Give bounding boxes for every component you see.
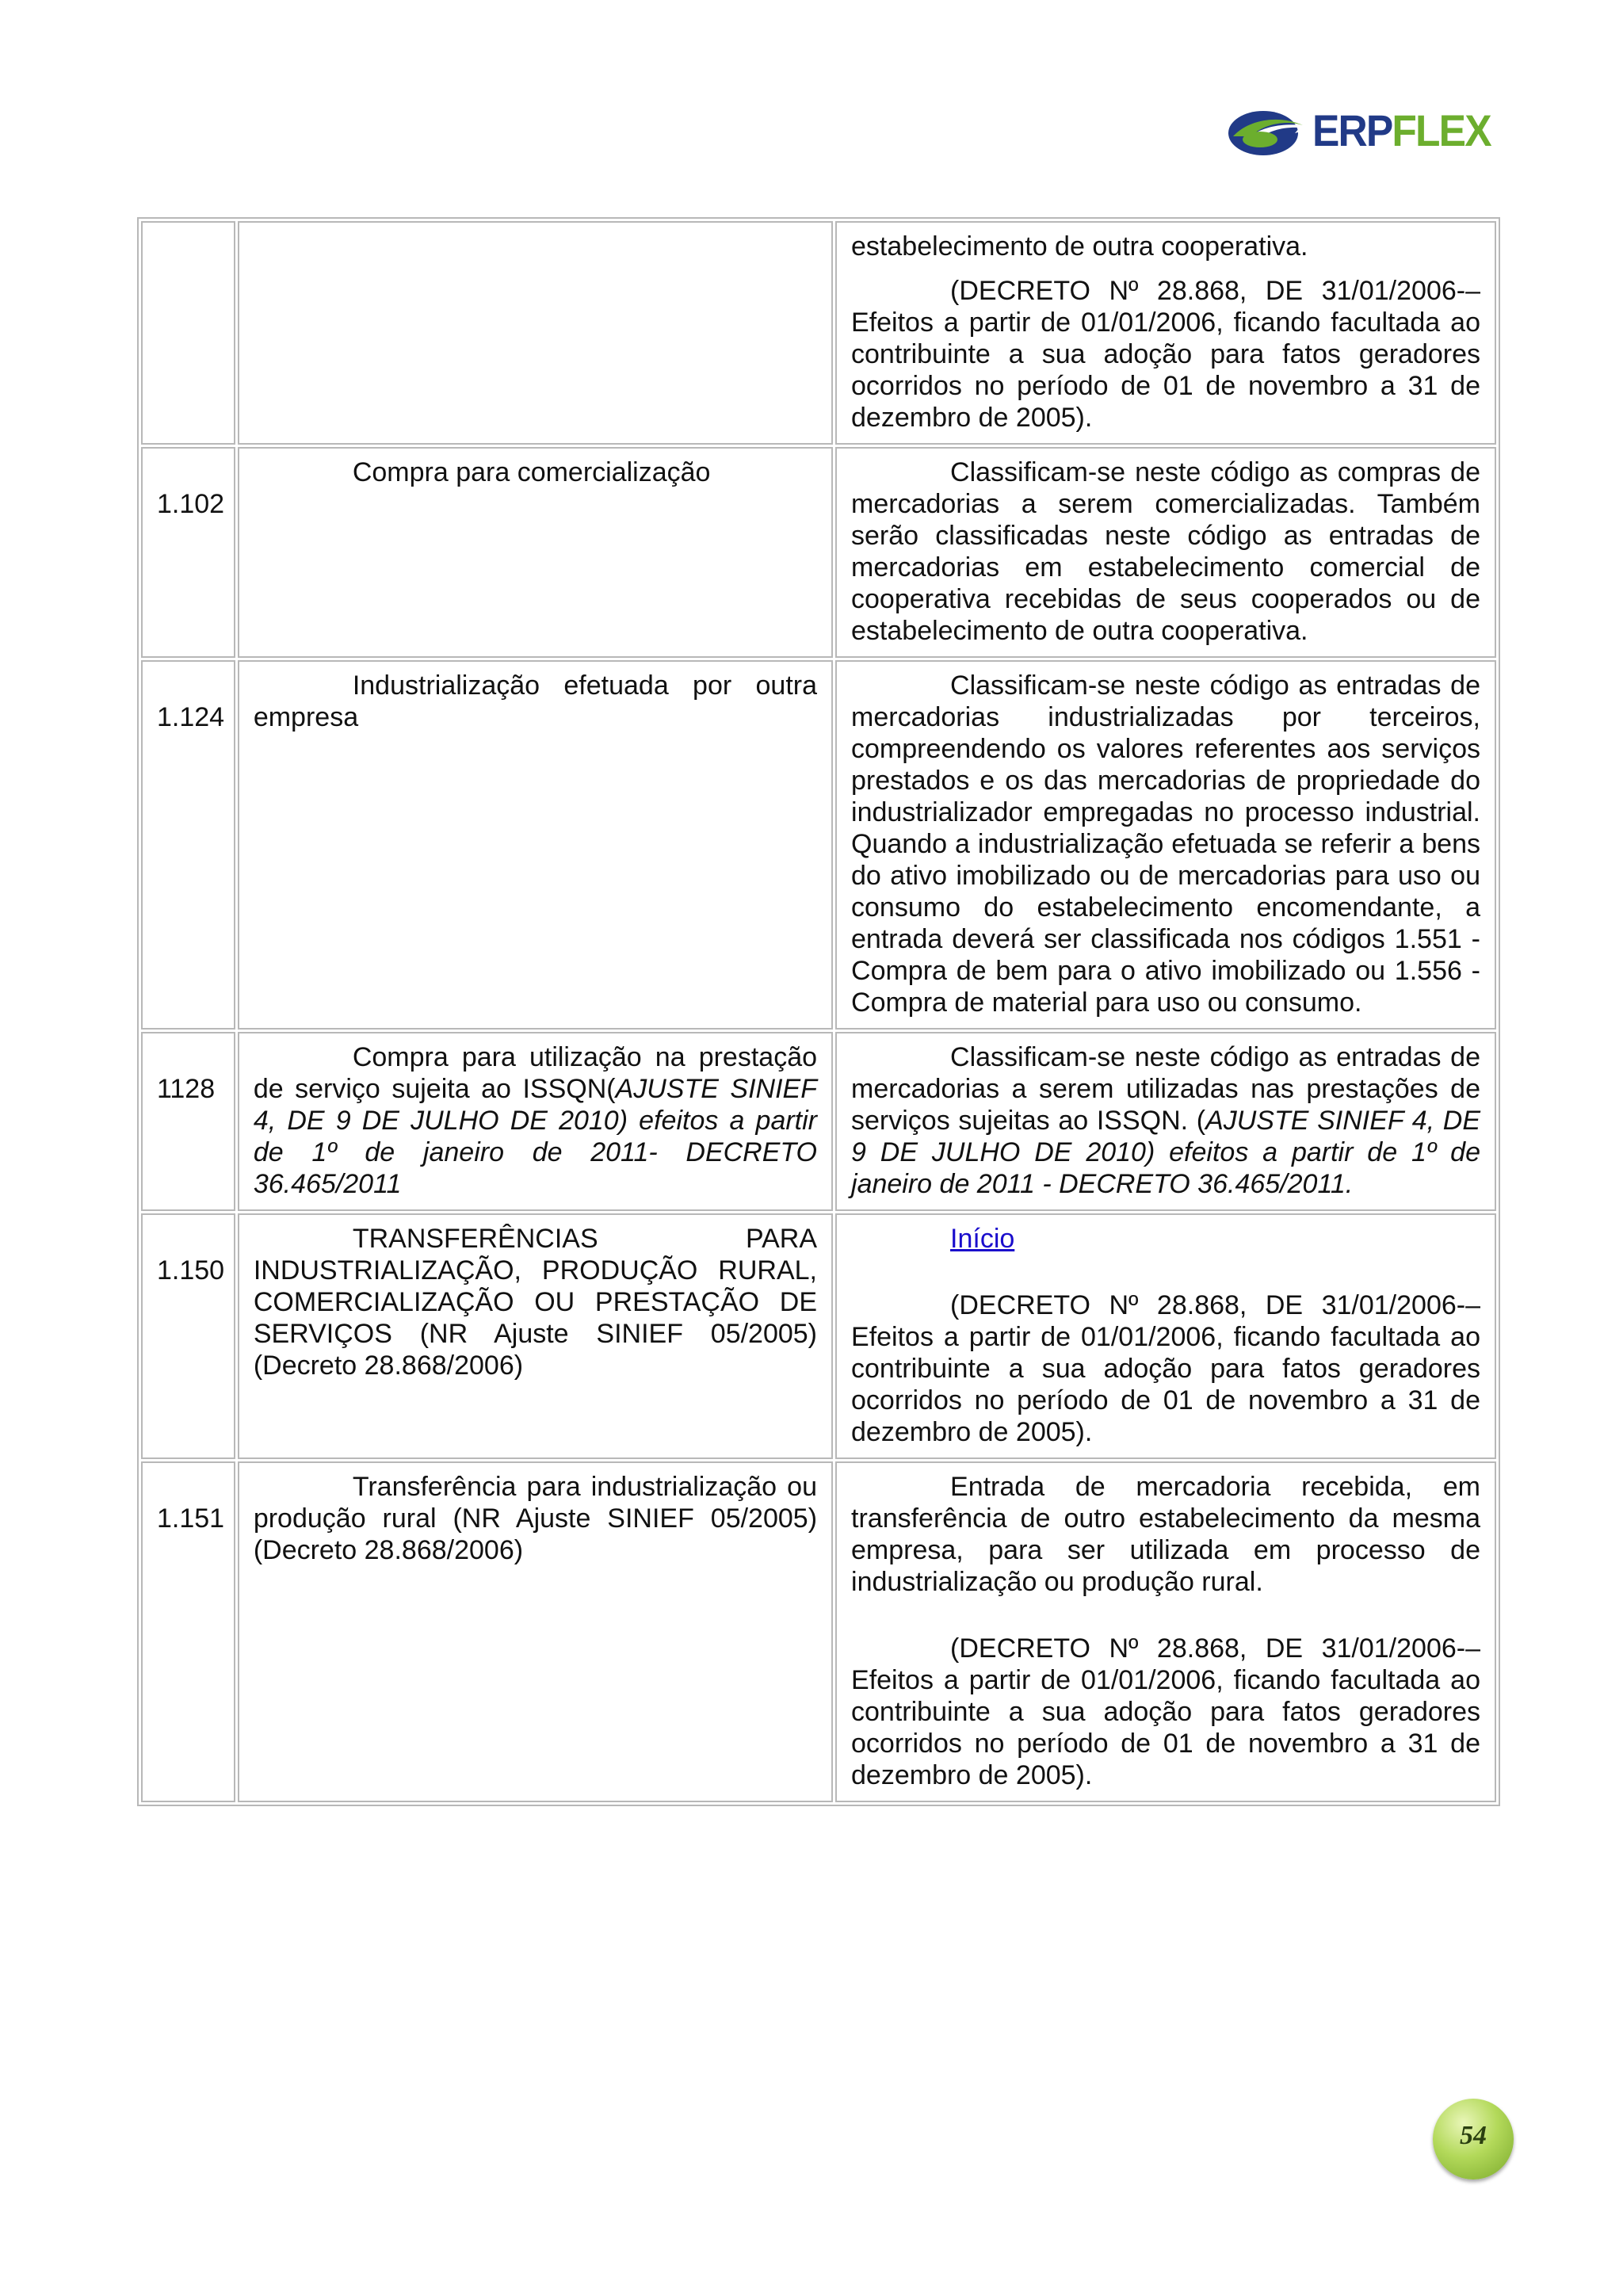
note-italic-text: AJUSTE SINIEF 4, DE 9 DE JULHO DE 2010) efeitos a partir de 1º de janeiro de 2011 - DECRETO 36.465/2011.	[851, 1106, 1480, 1199]
cfop-description	[238, 1032, 833, 1211]
cfop-code: 1.102	[141, 447, 235, 658]
cfop-table	[137, 217, 1500, 1806]
table-row	[141, 1213, 1496, 1459]
note-paragraph: Entrada de mercadoria recebida, em transferência de outro estabelecimento da mesma empresa, para ser utilizada em processo de industrialização ou produção rural.	[851, 1472, 1480, 1597]
logo-erp: ERP	[1312, 105, 1392, 155]
note-paragraph: (DECRETO Nº 28.868, DE 31/01/2006-– Efeitos a partir de 01/01/2006, ficando facultada ao contribuinte a sua adoção para fatos geradores ocorridos no período de 01 de novembro a 31 de dezembro de 2005).	[851, 276, 1480, 433]
erpflex-logo	[1227, 101, 1491, 160]
cfop-description: Compra para comercialização	[238, 447, 833, 658]
note-paragraph: estabelecimento de outra cooperativa.	[851, 231, 1308, 262]
swoosh-icon	[1227, 101, 1306, 160]
cfop-code: 1.124	[141, 660, 235, 1030]
note-paragraph: (DECRETO Nº 28.868, DE 31/01/2006-– Efeitos a partir de 01/01/2006, ficando facultada ao contribuinte a sua adoção para fatos geradores ocorridos no período de 01 de novembro a 31 de dezembro de 2005).	[851, 1290, 1480, 1447]
inicio-link[interactable]: Início	[950, 1224, 1015, 1254]
link-paragraph	[851, 1223, 1480, 1255]
note-paragraph	[851, 1041, 1480, 1200]
note-paragraph: Classificam-se neste código as entradas de mercadorias industrializadas por terceiros, compreendendo os valores referentes aos serviços prestados e os das mercadorias de propriedade do industrializador empregadas no processo industrial. Quando a industrialização efetuada se referir a bens do ativo imobilizado ou de mercadorias para uso ou consumo do estabelecimento encomendante, a entrada deverá ser classificada nos códigos 1.551 - Compra de bem para o ativo imobilizado ou 1.556 - Compra de material para uso ou consumo.	[851, 670, 1480, 1018]
description-italic-text: AJUSTE SINIEF 4, DE 9 DE JULHO DE 2010) efeitos a partir de 1º de janeiro de 2011- DECRETO 36.465/2011	[253, 1074, 818, 1199]
table-row	[141, 1032, 1496, 1211]
cfop-description: TRANSFERÊNCIAS PARA INDUSTRIALIZAÇÃO, PRODUÇÃO RURAL, COMERCIALIZAÇÃO OU PRESTAÇÃO DE SERVIÇOS (NR Ajuste SINIEF 05/2005) (Decreto 28.868/2006)	[238, 1213, 833, 1459]
description-text: Compra para utilização na prestação de serviço sujeita ao ISSQN(	[253, 1042, 818, 1104]
cfop-code: 1.150	[141, 1213, 235, 1459]
table-row	[141, 1461, 1496, 1802]
cfop-note	[835, 1213, 1496, 1459]
cfop-code: 1.151	[141, 1461, 235, 1802]
table-row	[141, 447, 1496, 658]
cfop-note	[835, 1461, 1496, 1802]
cfop-description	[238, 221, 833, 445]
cfop-note	[835, 221, 1496, 445]
cfop-note	[835, 660, 1496, 1030]
cfop-note	[835, 1032, 1496, 1211]
logo-wordmark	[1312, 106, 1491, 155]
cfop-description: Industrialização efetuada por outra empresa	[238, 660, 833, 1030]
logo-flex: FLEX	[1392, 105, 1491, 155]
cfop-description: Transferência para industrialização ou produção rural (NR Ajuste SINIEF 05/2005) (Decreto 28.868/2006)	[238, 1461, 833, 1802]
cfop-code: 1128	[141, 1032, 235, 1211]
table-row	[141, 660, 1496, 1030]
cfop-code	[141, 221, 235, 445]
page-number: 54	[1460, 2121, 1487, 2150]
note-text: Classificam-se neste código as entradas de mercadorias a serem utilizadas nas prestações de serviços sujeitas ao ISSQN. (	[851, 1042, 1480, 1136]
table-row	[141, 221, 1496, 445]
cfop-note	[835, 447, 1496, 658]
note-paragraph: (DECRETO Nº 28.868, DE 31/01/2006-– Efeitos a partir de 01/01/2006, ficando facultada ao contribuinte a sua adoção para fatos geradores ocorridos no período de 01 de novembro a 31 de dezembro de 2005).	[851, 1633, 1480, 1790]
note-paragraph: Classificam-se neste código as compras de mercadorias a serem comercializadas. Também serão classificadas neste código as entradas de mercadorias em estabelecimento comercial de cooperativa recebidas de seus cooperados ou de estabelecimento de outra cooperativa.	[851, 457, 1480, 646]
page-number-badge	[1433, 2099, 1514, 2179]
